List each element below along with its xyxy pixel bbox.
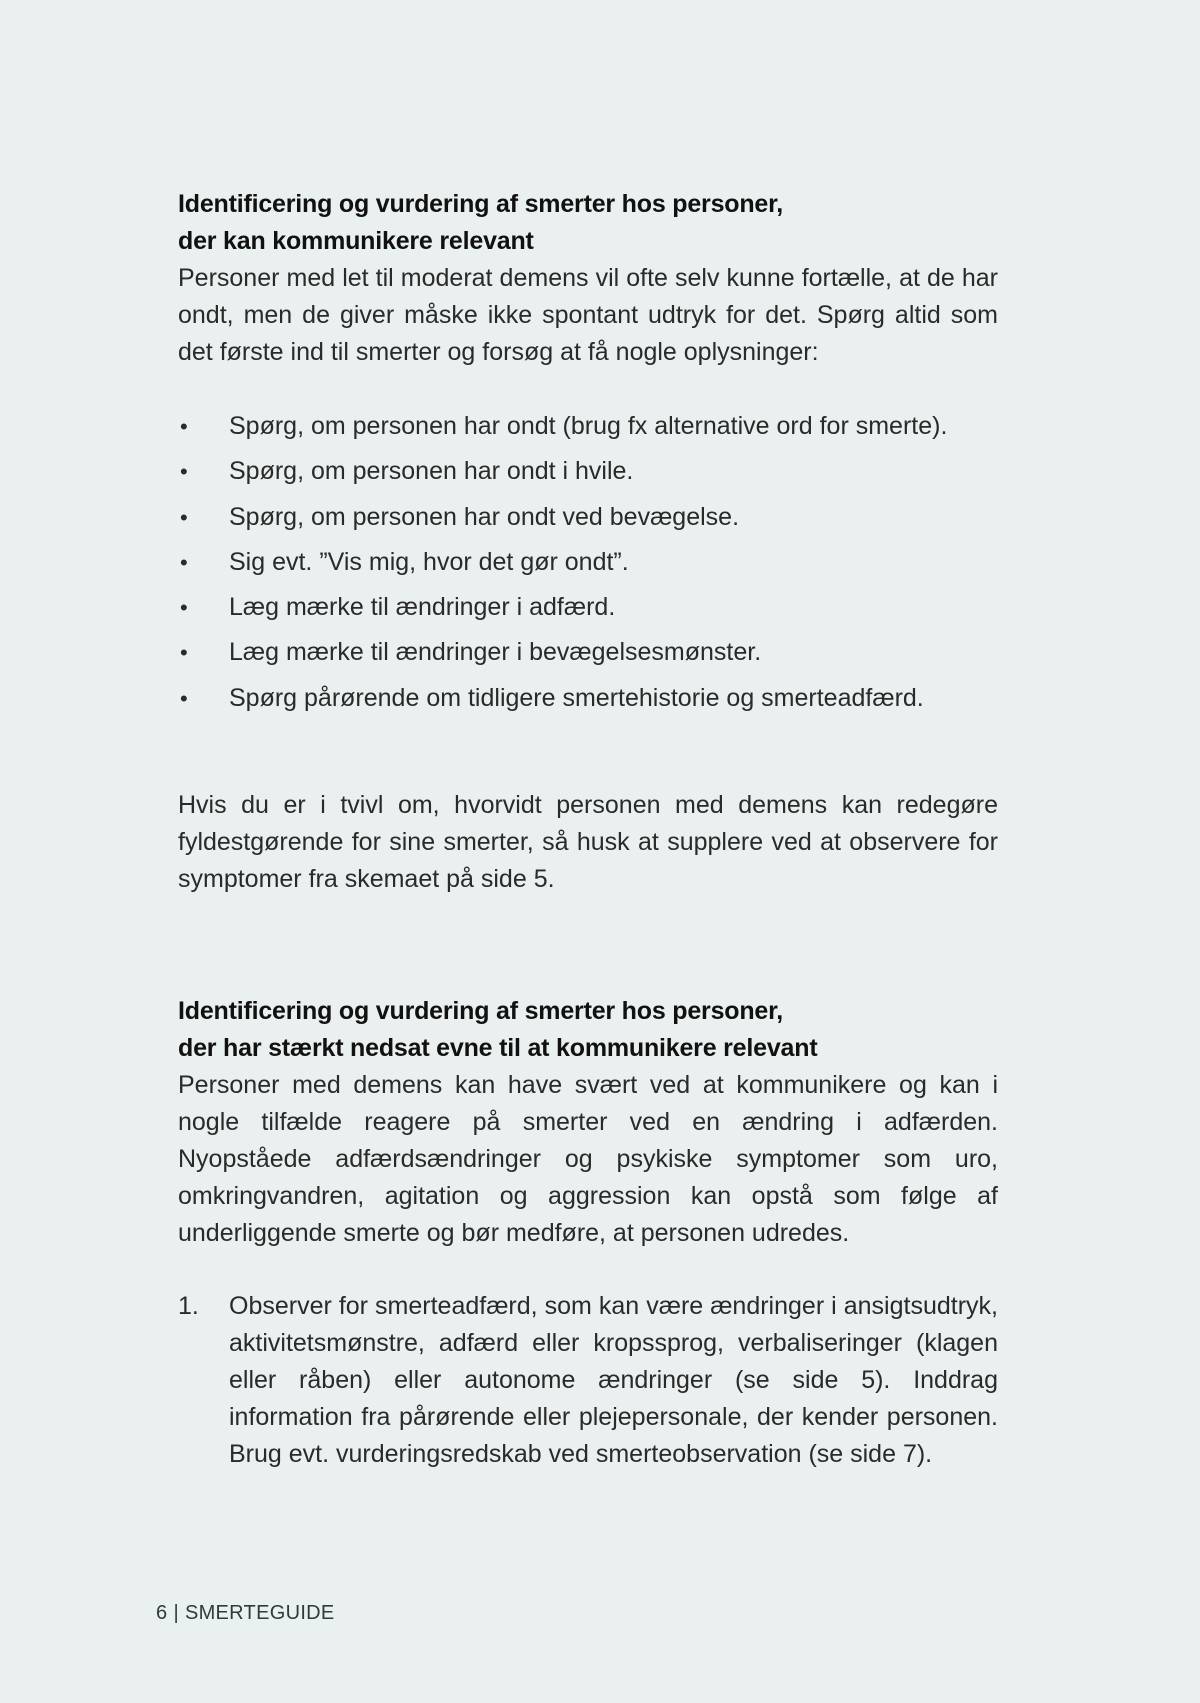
section-closing: Hvis du er i tvivl om, hvorvidt personen med demens kan redegøre fyldestgørende for sine smerter, så husk at supplere ved at observere for symptomer fra skemaet på side 5. [178,790,998,893]
list-item [178,408,998,445]
list-item-text: Spørg, om personen har ondt ved bevægelse. [229,502,740,531]
section-heading-line2: der har stærkt nedsat evne til at kommunikere relevant [178,1033,818,1062]
footer-title: SMERTEGUIDE [184,1602,335,1624]
section-communicating [178,186,998,898]
list-item [178,1288,998,1473]
bullet-icon: • [180,640,188,666]
bullet-icon: • [180,459,188,485]
section-heading-line2: der kan kommunikere relevant [178,227,534,255]
page-number: 6 [156,1602,168,1624]
list-item-text: Sig evt. ”Vis mig, hvor det gør ondt”. [229,547,629,576]
list-item [178,499,998,536]
list-item [178,589,998,626]
page-content [178,186,998,1473]
footer-separator: | [173,1602,179,1624]
bullet-list [178,408,998,717]
bullet-icon: • [180,595,188,621]
section-intro: Personer med let til moderat demens vil ofte selv kunne fortælle, at de har ondt, men de giver måske ikke spontant udtryk for det. Spørg altid som det første ind til smerter og forsøg at få nogle oplysninger: [178,264,998,366]
bullet-icon: • [180,414,188,439]
list-item-number: 1. [178,1291,199,1320]
section-heading-line1: Identificering og vurdering af smerter hos personer, [178,190,784,218]
list-item-text: Spørg, om personen har ondt (brug fx alternative ord for smerte). [229,412,948,440]
list-item [178,680,998,717]
section-heading [178,186,998,260]
section-heading-line1: Identificering og vurdering af smerter hos personer, [178,996,784,1025]
list-item [178,634,998,671]
bullet-icon: • [180,504,188,530]
list-item-text: Læg mærke til ændringer i adfærd. [229,593,616,622]
list-item-text: Observer for smerteadfærd, som kan være ændringer i ansigtsudtryk, aktivitetsmønstre, adfærd eller kropssprog, verbaliseringer (klagen eller råben) eller autonome ændringer (se side 5). Inddrag information fra pårørende eller plejepersonale, der kender personen. Brug evt. vurderingsredskab ved smerteobservation (se side 7). [229,1291,998,1468]
section-intro: Personer med demens kan have svært ved at kommunikere og kan i nogle tilfælde reagere på smerter ved en ændring i adfærden. Nyopståede adfærdsændringer og psykiske symptomer som uro, omkringvandren, agitation og aggression kan opstå som følge af underliggende smerte og bør medføre, at personen udredes. [178,1070,998,1247]
bullet-icon: • [180,549,188,575]
numbered-list [178,1288,998,1473]
list-item-text: Spørg pårørende om tidligere smertehistorie og smerteadfærd. [229,683,924,712]
list-item [178,544,998,581]
list-item-text: Læg mærke til ændringer i bevægelsesmønster. [229,638,762,667]
list-item [178,453,998,490]
section-heading [178,993,998,1067]
section-limited-communication [178,993,998,1473]
list-item-text: Spørg, om personen har ondt i hvile. [229,457,634,486]
page-footer [156,1602,335,1625]
bullet-icon: • [180,685,188,711]
